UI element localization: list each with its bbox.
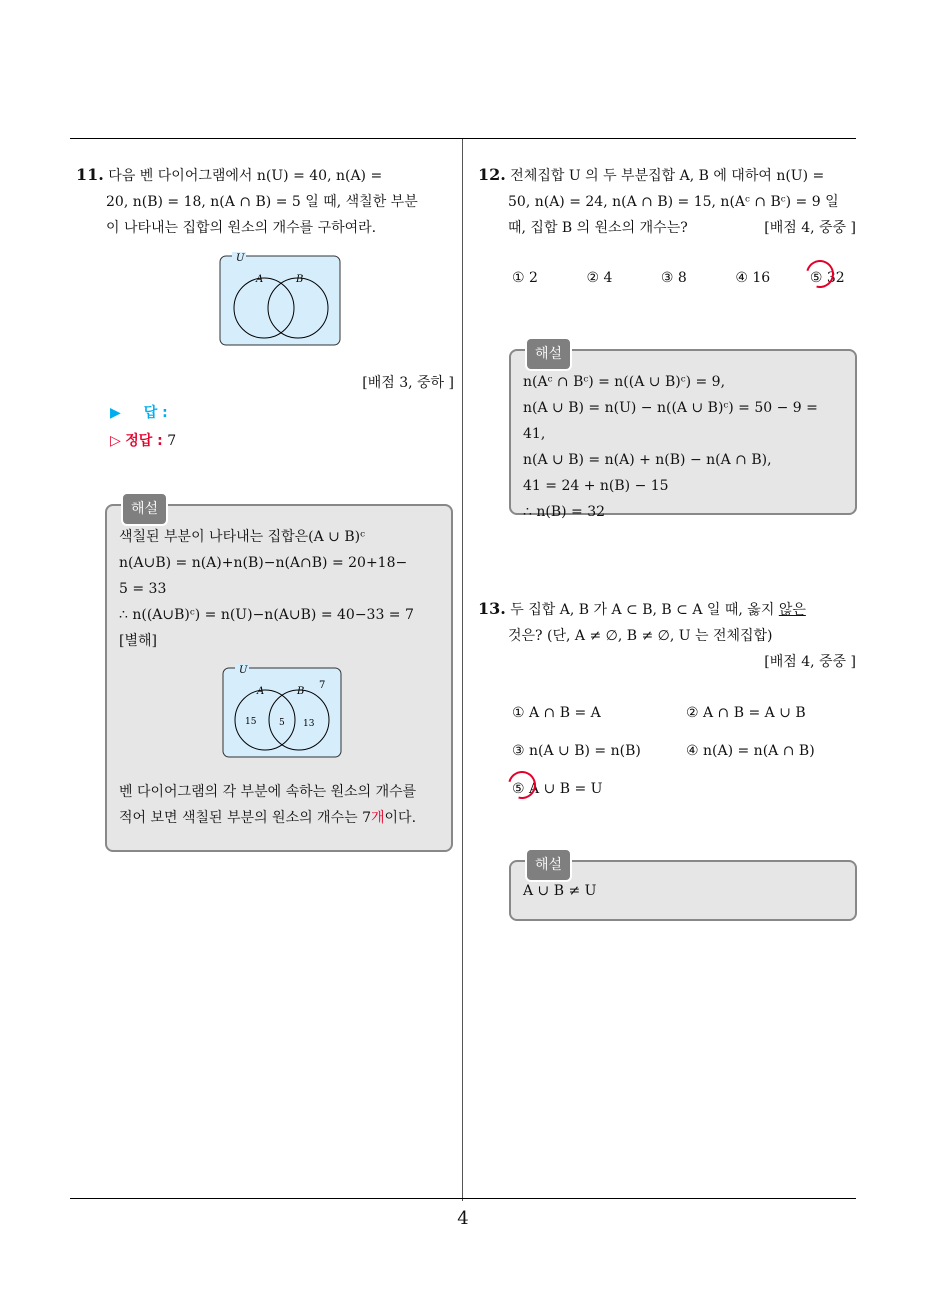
choice-1[interactable]: ① 2 bbox=[512, 270, 538, 286]
venn-b-label: B bbox=[296, 274, 304, 285]
question-text: 것은? (단, A ≠ ∅, B ≠ ∅, U 는 전체집합) bbox=[508, 628, 773, 644]
solution-line: 41 = 24 + n(B) − 15 bbox=[523, 478, 669, 494]
choice-2[interactable]: ② A ∩ B = A ∪ B bbox=[686, 705, 806, 721]
solution-tag: 해설 bbox=[121, 492, 168, 526]
outline-play-icon: ▷ bbox=[110, 433, 121, 449]
solution-box-13 bbox=[509, 857, 857, 921]
solution-tag: 해설 bbox=[525, 337, 572, 371]
answer-line bbox=[110, 402, 168, 422]
choice-4[interactable]: ④ 16 bbox=[735, 270, 771, 286]
venn-both-count: 5 bbox=[279, 718, 285, 728]
question-number: 13. bbox=[478, 599, 506, 618]
venn-outside-count: 7 bbox=[319, 680, 326, 691]
column-divider bbox=[462, 139, 463, 1201]
solution-line: n(Aᶜ ∩ Bᶜ) = n((A ∪ B)ᶜ) = 9, bbox=[523, 374, 726, 390]
choice-2[interactable]: ② 4 bbox=[586, 270, 613, 286]
question-meta: [배점 3, 중하 ] bbox=[362, 375, 454, 391]
solution-box-11 bbox=[105, 501, 453, 852]
question-meta: [배점 4, 중중 ] bbox=[764, 220, 856, 236]
venn-diagram bbox=[218, 252, 342, 352]
venn-diagram-solution bbox=[221, 664, 439, 769]
question-12 bbox=[478, 162, 860, 241]
question-number: 12. bbox=[478, 165, 506, 184]
page-number: 4 bbox=[457, 1208, 469, 1229]
answer-label: 답 : bbox=[143, 405, 168, 421]
choice-1[interactable]: ① A ∩ B = A bbox=[512, 705, 601, 721]
solution-line: A ∪ B ≠ U bbox=[523, 883, 597, 899]
question-text: 50, n(A) = 24, n(A ∩ B) = 15, n(Aᶜ ∩ Bᶜ) = 9 일 bbox=[508, 194, 839, 210]
question-number: 11. bbox=[76, 165, 104, 184]
venn-b-only-count: 13 bbox=[303, 719, 315, 729]
venn-u-label: U bbox=[236, 253, 245, 264]
choice-3[interactable]: ③ n(A ∪ B) = n(B) bbox=[512, 743, 641, 759]
solution-line: 5 = 33 bbox=[119, 581, 167, 597]
correct-label: 정답 : bbox=[125, 433, 163, 449]
solution-line: 색칠된 부분이 나타내는 집합은(A ∪ B)ᶜ bbox=[119, 529, 365, 545]
question-text-emphasis: 않은 bbox=[778, 602, 806, 618]
venn-b-label: B bbox=[297, 686, 305, 697]
question-meta: [배점 4, 중중 ] bbox=[764, 654, 856, 670]
solution-line: 적어 보면 색칠된 부분의 원소의 개수는 7개이다. bbox=[119, 810, 417, 826]
question-11 bbox=[76, 162, 456, 241]
solution-line: 벤 다이어그램의 각 부분에 속하는 원소의 개수를 bbox=[119, 784, 417, 800]
solution-line: n(A∪B) = n(A)+n(B)−n(A∩B) = 20+18− bbox=[119, 555, 408, 571]
question-13 bbox=[478, 596, 860, 675]
question-text: 20, n(B) = 18, n(A ∩ B) = 5 일 때, 색칠한 부분 bbox=[106, 194, 418, 210]
choices-13 bbox=[512, 700, 852, 802]
bottom-rule bbox=[70, 1198, 856, 1199]
top-rule bbox=[70, 138, 856, 139]
correct-answer-line bbox=[110, 430, 176, 450]
question-text: 때, 집합 B 의 원소의 개수는? [배점 4, 중중 ] bbox=[478, 215, 860, 241]
question-text: 이 나타내는 집합의 원소의 개수를 구하여라. bbox=[106, 220, 377, 236]
solution-box-12 bbox=[509, 346, 857, 520]
venn-a-only-count: 15 bbox=[245, 717, 257, 727]
play-icon: ▶ bbox=[110, 405, 121, 421]
question-text: 전체집합 U 의 두 부분집합 A, B 에 대하여 n(U) = bbox=[510, 168, 825, 184]
answer-circle-mark bbox=[503, 766, 541, 804]
solution-line: n(A ∪ B) = n(U) − n((A ∪ B)ᶜ) = 50 − 9 = 41, bbox=[523, 400, 818, 442]
solution-line: ∴ n((A∪B)ᶜ) = n(U)−n(A∪B) = 40−33 = 7 bbox=[119, 607, 414, 623]
solution-line: n(A ∪ B) = n(A) + n(B) − n(A ∩ B), bbox=[523, 452, 772, 468]
correct-value: 7 bbox=[167, 433, 177, 449]
choice-3[interactable]: ③ 8 bbox=[660, 270, 687, 286]
choices-12 bbox=[512, 265, 852, 291]
solution-tag: 해설 bbox=[525, 848, 572, 882]
venn-a-label: A bbox=[256, 274, 264, 285]
choice-5[interactable]: ⑤ 32 bbox=[810, 265, 845, 291]
choice-5[interactable]: ⑤ A ∪ B = U bbox=[512, 776, 852, 802]
choice-4[interactable]: ④ n(A) = n(A ∩ B) bbox=[686, 743, 815, 759]
venn-u-label: U bbox=[239, 665, 248, 676]
question-text: 두 집합 A, B 가 A ⊂ B, B ⊂ A 일 때, 옳지 bbox=[510, 602, 779, 618]
question-text: 다음 벤 다이어그램에서 n(U) = 40, n(A) = bbox=[108, 168, 383, 184]
solution-line: ∴ n(B) = 32 bbox=[523, 504, 606, 520]
venn-a-label: A bbox=[257, 686, 265, 697]
solution-line: [별해] bbox=[119, 633, 157, 649]
